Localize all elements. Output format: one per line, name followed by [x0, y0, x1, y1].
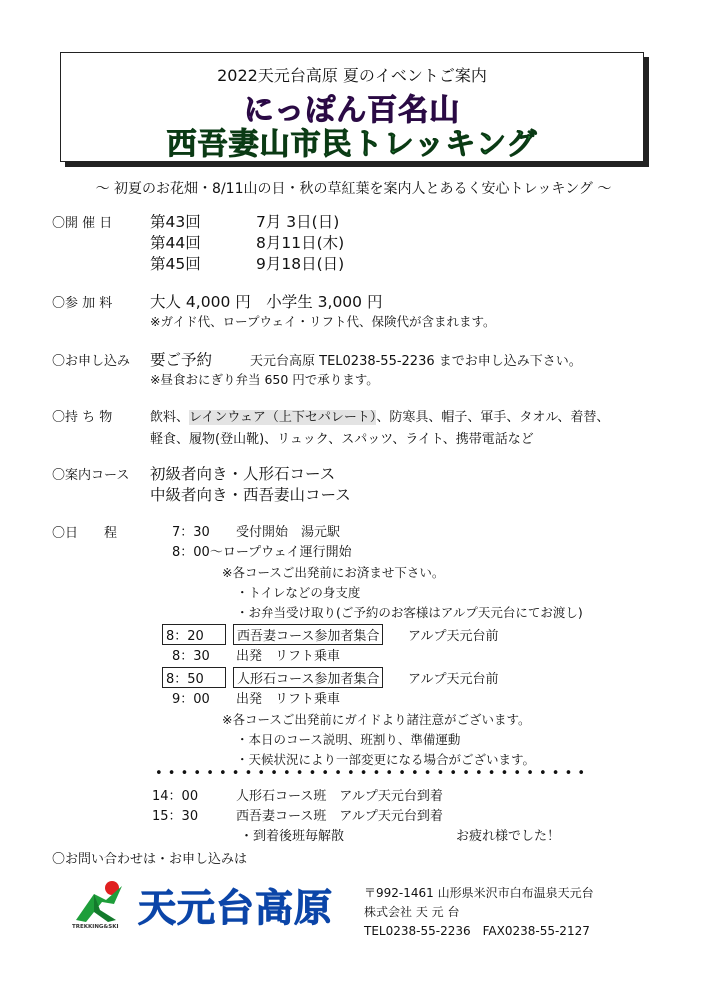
date-row-date: 7月 3日(日) [256, 213, 340, 231]
date-row-date: 8月11日(木) [256, 234, 345, 252]
schedule-time: 8：30 [172, 649, 210, 664]
schedule-ropeway: 8：00～ロープウェイ運行開始 [172, 545, 352, 560]
schedule-end-b: お疲れ様でした！ [456, 829, 561, 844]
schedule-gather-box: 人形石コース参加者集合 [233, 667, 383, 688]
schedule-note-2b: ・天候状況により一部変更になる場合がございます。 [236, 752, 536, 767]
items-rainwear-highlight: レインウェア（上下セパレート） [189, 410, 377, 425]
schedule-time: 15：30 [152, 809, 199, 824]
schedule-text: 受付開始 湯元駅 [236, 525, 341, 540]
schedule-note-2a: ・本日のコース説明、班割り、準備運動 [236, 732, 461, 747]
contact-company: 株式会社 天 元 台 [364, 905, 460, 919]
trekker-logo-icon [72, 880, 134, 924]
fee-label: 〇参 加 料 [52, 296, 113, 311]
schedule-place: アルプ天元台前 [408, 629, 499, 644]
schedule-text: 出発 リフト乗車 [236, 692, 341, 707]
fee-note: ※ガイド代、ロープウェイ・リフト代、保険代が含まれます。 [150, 314, 496, 329]
schedule-time: 14：00 [152, 789, 199, 804]
course-intermediate: 中級者向き・西吾妻山コース [150, 486, 351, 504]
apply-label: 〇お申し込み [52, 354, 131, 369]
contact-address: 〒992-1461 山形県米沢市白布温泉天元台 [364, 886, 594, 900]
items-label: 〇持 ち 物 [52, 410, 113, 425]
schedule-dots-divider: • • • • • • • • • • • • • • • • • • • • • • • • • • • • • • • • • • [155, 766, 586, 781]
header-title-2: 西吾妻山市民トレッキング [166, 127, 538, 162]
tagline: ～ 初夏のお花畑・8/11山の日・秋の草紅葉を案内人とあるく安心トレッキング ～ [95, 181, 612, 197]
dates-label: 〇開 催 日 [52, 216, 113, 231]
schedule-place: アルプ天元台前 [408, 672, 499, 687]
items-line-1 [150, 406, 609, 425]
schedule-gather-box: 西吾妻コース参加者集合 [233, 624, 383, 645]
schedule-time: 9：00 [172, 692, 210, 707]
apply-lead: 要ご予約 [150, 351, 213, 369]
header-subtitle: 2022天元台高原 夏のイベントご案内 [217, 66, 487, 85]
schedule-text: 出発 リフト乗車 [236, 649, 341, 664]
schedule-text: 人形石コース班 アルプ天元台到着 [236, 789, 443, 804]
course-label: 〇案内コース [52, 468, 130, 483]
contact-label: 〇お問い合わせは・お申し込みは [52, 852, 248, 867]
date-row-num: 第43回 [150, 213, 201, 231]
fee-value: 大人 4,000 円 小学生 3,000 円 [150, 293, 383, 311]
date-row-num: 第44回 [150, 234, 201, 252]
schedule-note-1: ※各コースご出発前にお済ませ下さい。 [222, 565, 445, 580]
date-row-num: 第45回 [150, 255, 201, 273]
schedule-note-2: ※各コースご出発前にガイドより諸注意がございます。 [222, 712, 531, 727]
schedule-label: 〇日 程 [52, 526, 118, 541]
course-beginner: 初級者向き・人形石コース [150, 465, 336, 483]
contact-phone-fax: TEL0238-55-2236 FAX0238-55-2127 [364, 924, 590, 938]
items-line-1-b: 、防寒具、帽子、軍手、タオル、着替、 [376, 410, 610, 425]
logo-wordmark: 天元台高原 [138, 886, 334, 930]
schedule-time-boxed: 8：50 [162, 667, 226, 688]
date-row-date: 9月18日(日) [256, 255, 345, 273]
schedule-time: 7：30 [172, 525, 210, 540]
items-line-2: 軽食、履物(登山靴)、リュック、スパッツ、ライト、携帯電話など [150, 432, 534, 447]
items-line-1-a: 飲料、 [150, 410, 190, 425]
logo-small-text: TREKKING&SKI [72, 924, 119, 930]
header-title-1: にっぽん百名山 [243, 93, 461, 128]
apply-value: 天元台高原 TEL0238-55-2236 までお申し込み下さい。 [250, 354, 582, 369]
schedule-note-1b: ・お弁当受け取り(ご予約のお客様はアルプ天元台にてお渡し) [236, 605, 583, 620]
schedule-note-1a: ・トイレなどの身支度 [236, 585, 361, 600]
schedule-text: 西吾妻コース班 アルプ天元台到着 [236, 809, 443, 824]
header-box [60, 52, 644, 162]
schedule-time-boxed: 8：20 [162, 624, 226, 645]
apply-note: ※昼食おにぎり弁当 650 円で承ります。 [150, 372, 379, 387]
schedule-end-a: ・到着後班毎解散 [240, 829, 345, 844]
